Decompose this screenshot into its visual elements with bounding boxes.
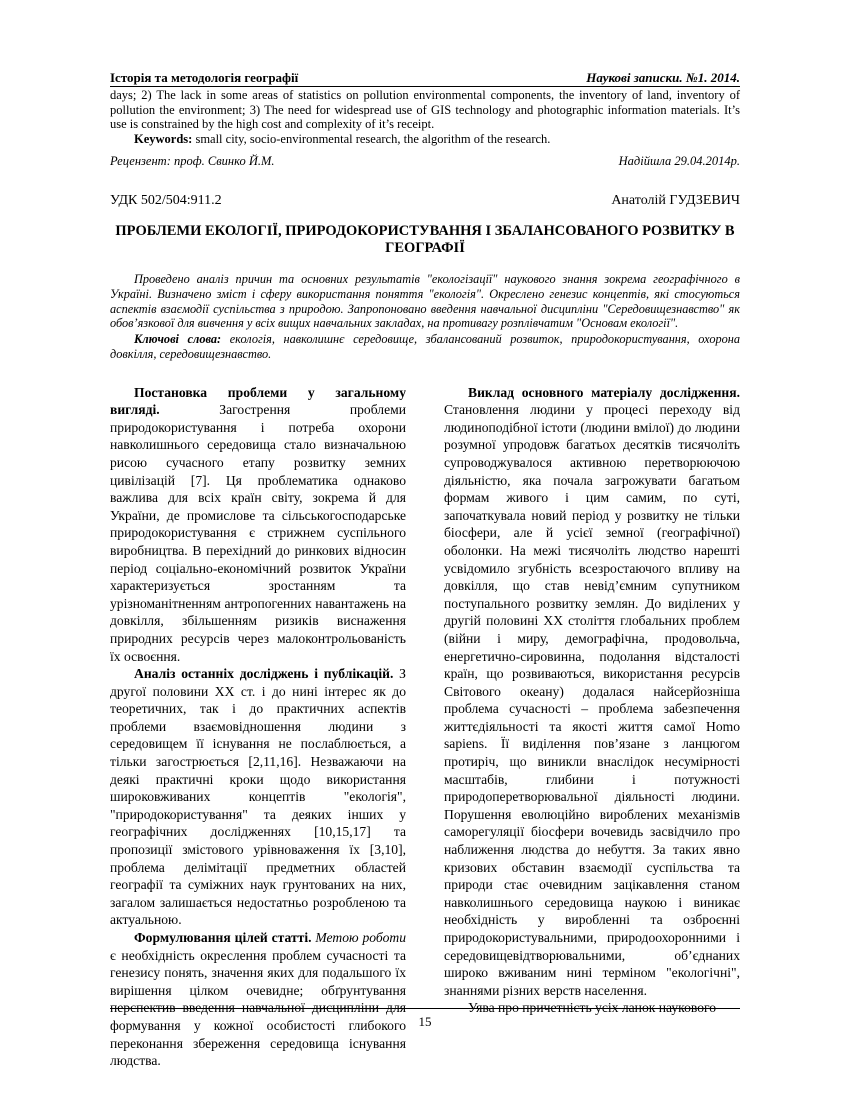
header-section: Історія та методологія географії: [110, 70, 299, 85]
article-title: ПРОБЛЕМИ ЕКОЛОГІЇ, ПРИРОДОКОРИСТУВАННЯ І ЗБАЛАНСОВАНОГО РОЗВИТКУ В ГЕОГРАФІЇ: [115, 223, 735, 257]
reviewer: Рецензент: проф. Свинко Й.М.: [110, 154, 275, 169]
page: [110, 70, 740, 1070]
article-abstract: Проведено аналіз причин та основних результатів "екологізації" наукового знання зокрема географічного в Україні. Визначено зміст і сферу використання поняття "екологія". Окреслено генезис концептів, які стосуються аспектів взаємодії суспільства з природою. Запропоновано введення навчальної дисципліни "Середовищезнавство" як обов’язкової для вивчення у всіх вищих навчальних закладах, на противагу розплівчатим "Основам екології".: [110, 272, 740, 331]
udk-code: УДК 502/504:911.2: [110, 193, 222, 209]
left-column: [110, 384, 406, 1070]
author: Анатолій ГУДЗЕВИЧ: [611, 193, 740, 209]
page-number: 15: [418, 1014, 432, 1029]
section-problem: [110, 384, 406, 666]
previous-keywords-list: small city, socio-environmental research, the algorithm of the research.: [192, 131, 551, 146]
section-goals: [110, 929, 406, 1070]
section-goals-text: є необхідність окреслення проблем сучасності та генезису понять, значення яких для подальшого їх вирішення цілком очевидне; обґрунтування перспектив введення навчальної дисципліни для формування у кожної особистості глибокого переконання збереження середовища існування людства.: [110, 947, 406, 1069]
section-goals-italic: Метою роботи: [311, 930, 406, 945]
right-column: [444, 384, 740, 1070]
section-review-text: З другої половини ХХ ст. і до нині інтерес як до теоретичних, так і до практичних аспектів проблеми взаємовідношення людини з середовищем її існування не послаблюється, а тільки загострюється [2,11,16]. Незважаючи на деякі практичні кроки щодо використання широковживаних концептів "екологія", "природокористування" та деяких інших у географічних дослідженнях [10,15,17] та пропозиції змістового урівноваження їх [3,10], проблема делімітації предметних областей географії та суміжних наук грунтованих на них, загалом залишається недостатньо розробленою та актуальною.: [110, 666, 406, 928]
footer-rule: [110, 1008, 740, 1009]
keywords-list: екологія, навколишнє середовище, збалансований розвиток, природокористування, охорона довкілля, середовищезнавство.: [110, 332, 741, 361]
udk-author-row: [110, 193, 740, 209]
section-main-heading: Виклад основного матеріалу дослідження.: [468, 384, 740, 400]
received-date: Надійшла 29.04.2014р.: [618, 154, 740, 169]
section-problem-heading: Постановка проблеми у загальному вигляді.: [110, 384, 406, 418]
header-journal: Наукові записки. №1. 2014.: [586, 70, 740, 85]
review-line: [110, 154, 740, 169]
section-main: [444, 384, 740, 1000]
section-review-heading: Аналіз останніх досліджень і публікацій.: [134, 666, 394, 682]
running-header: [110, 70, 740, 87]
section-main-continued: Уява про причетність усіх ланок наукового: [468, 1000, 717, 1016]
keywords-label: Ключові слова:: [134, 332, 222, 347]
previous-keywords-label: Keywords:: [134, 131, 193, 146]
previous-keywords: [110, 132, 740, 147]
article-keywords: [110, 332, 740, 361]
section-goals-heading: Формулювання цілей статті.: [134, 930, 312, 945]
section-problem-text: Загострення проблеми природокористування і потреба охорони навколишнього середовища стало визначальною рисою сучасного етапу розвитку земних цивілізацій [7]. Ця проблематика однаково важлива для всіх країн світу, зокрема й для України, де промислове та сільськогосподарське природокористування є стрижнем суспільного виробництва. В перехідний до ринкових відносин період соціально-економічний розвиток України характеризується зростанням та урізноманітненням антропогенних навантажень на довкілля, збільшенням ризиків виснаження природних ресурсів через малоконтрольованість їх освоєння.: [110, 402, 406, 664]
section-review: [110, 665, 406, 929]
section-main-text: Становлення людини у процесі переходу від людиноподібної істоти (людини вмілої) до людини розумної упродовж багатьох десятків тисячоліть супроводжувалося активною перетворюючою діяльністю, яка почала загрожувати багатьом формам живого і цим самим, по суті, започаткувала новий період у розвитку не тільки біосфери, але й усієї земної (географічної) оболонки. На межі тисячоліть людство нарешті усвідомило згубність всезростаючого впливу на довкілля, що став невід’ємним супутником поступального розвитку землян. До виділених у другій половині ХХ століття глобальних проблем (війни і миру, демографічна, продовольча, енергетично-сировинна, подолання відсталості країн, що розвиваються, використання ресурсів Світового океану) додалася найсерйозніша проблема сучасності – проблема забезпечення життєдіяльності та якості життя самої Homo sapiens. Її виділення пов’язане з ланцюгом протиріч, що виникли внаслідок несумірності масштабів, глибини і потужності природоперетворювальної діяльності людини. Порушення еволюційно вироблених механізмів саморегуляції біосфери вочевидь засвідчило про наближення людства до небуття. За таких явно кризових обставин взаємодії суспільства та природи стає очевидним зацікавлення станом навколишнього середовища наукою і виникає необхідність у виробленні та озброєнні природокористувальними, природоохоронними і середовищевідтворювальними, об’єднаних широко вживаним нині терміном "екологічні", знаннями різних верств населення.: [444, 402, 740, 998]
previous-abstract-text: days; 2) The lack in some areas of statistics on pollution environmental components, the inventory of land, inventory of pollution the environment; 3) The need for widespread use of GIS technology and photographic information materials. It’s use is constrained by the high cost and complexity of it’s receipt.: [110, 88, 740, 132]
body-columns: [110, 384, 740, 1070]
